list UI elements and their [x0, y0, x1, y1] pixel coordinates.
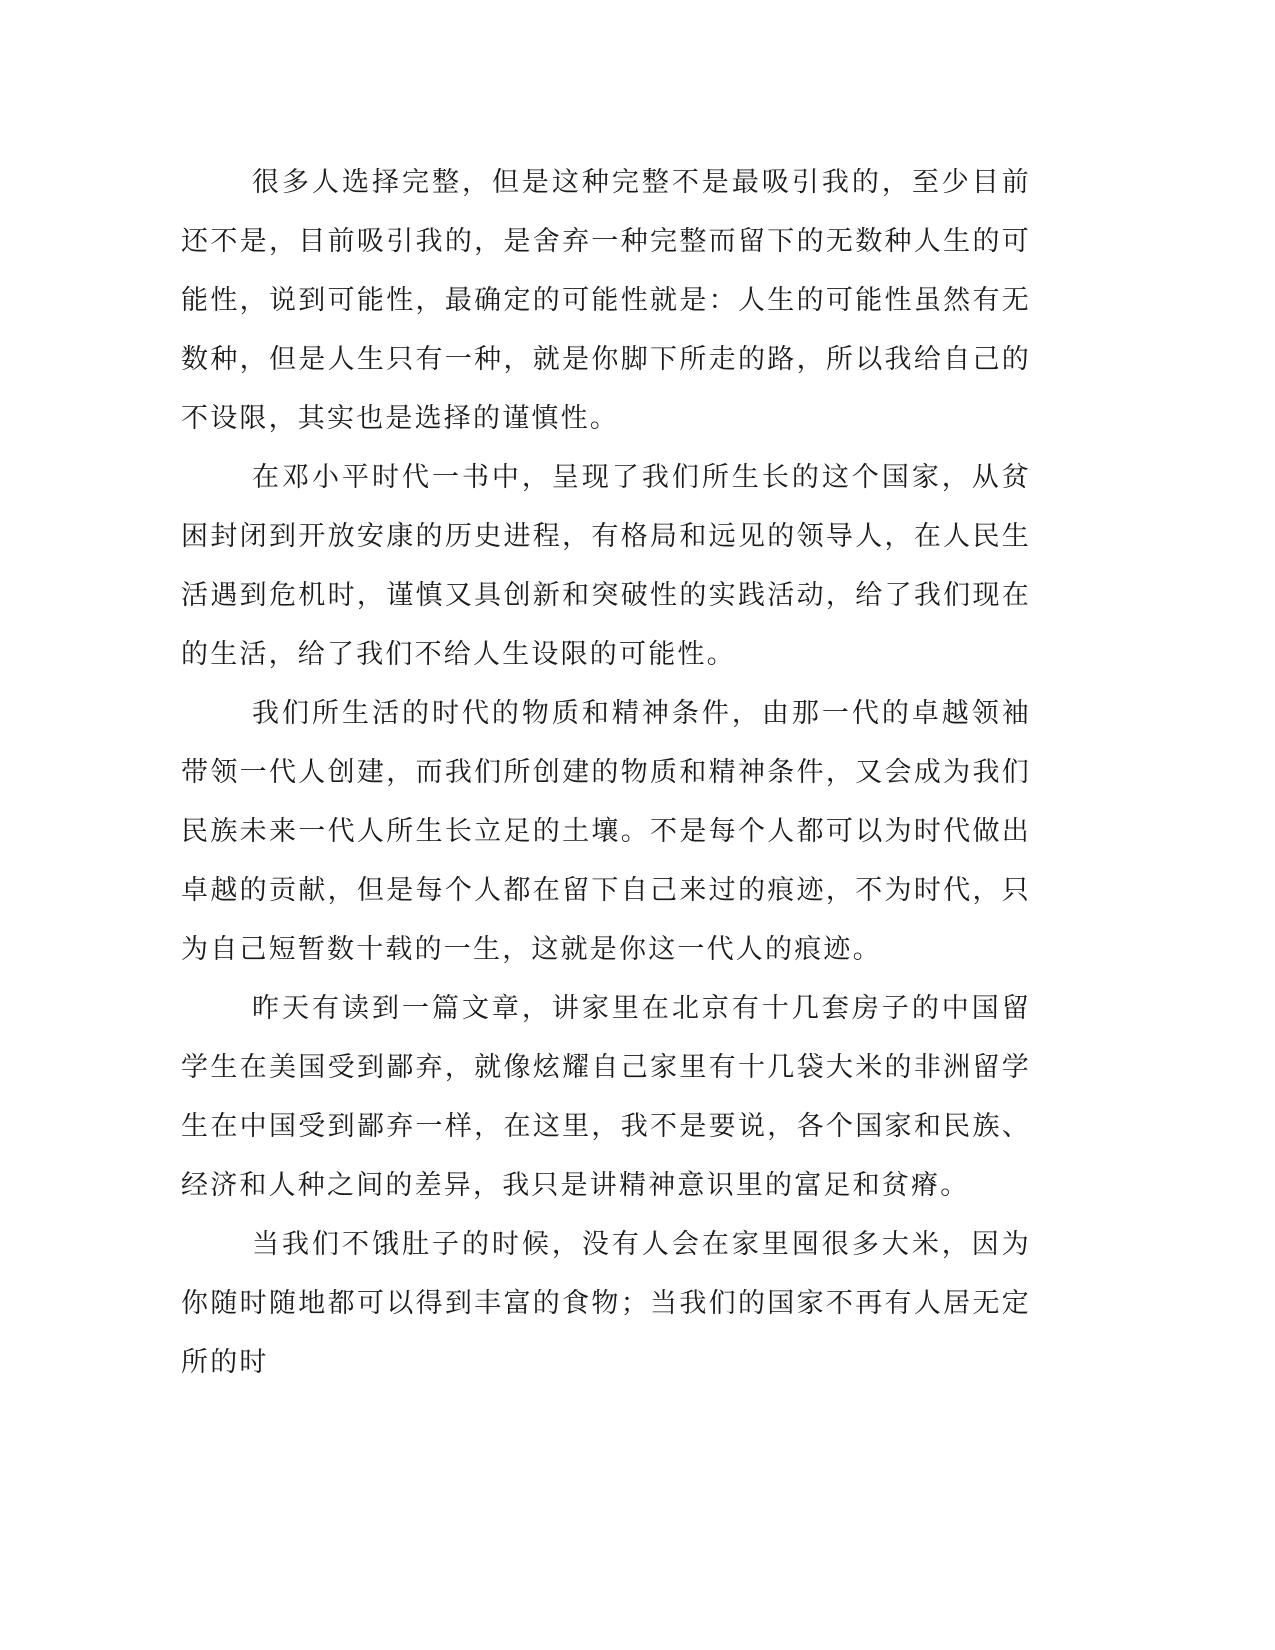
document-body: [181, 153, 1031, 1392]
paragraph-1: 很多人选择完整，但是这种完整不是最吸引我的，至少目前还不是，目前吸引我的，是舍弃一种完整而留下的无数种人生的可能性，说到可能性，最确定的可能性就是：人生的可能性虽然有无数种，但是人生只有一种，就是你脚下所走的路，所以我给自己的不设限，其实也是选择的谨慎性。: [181, 167, 1031, 434]
paragraph-2: 在邓小平时代一书中，呈现了我们所生长的这个国家，从贫困封闭到开放安康的历史进程，有格局和远见的领导人，在人民生活遇到危机时，谨慎又具创新和突破性的实践活动，给了我们现在的生活，给了我们不给人生设限的可能性。: [181, 462, 1031, 670]
paragraph-3: 我们所生活的时代的物质和精神条件，由那一代的卓越领袖带领一代人创建，而我们所创建的物质和精神条件，又会成为我们民族未来一代人所生长立足的土壤。不是每个人都可以为时代做出卓越的贡献，但是每个人都在留下自己来过的痕迹，不为时代，只为自己短暂数十载的一生，这就是你这一代人的痕迹。: [181, 698, 1031, 965]
paragraph-5: 当我们不饿肚子的时候，没有人会在家里囤很多大米，因为你随时随地都可以得到丰富的食物；当我们的国家不再有人居无定所的时: [181, 1229, 1031, 1378]
paragraph-4: 昨天有读到一篇文章，讲家里在北京有十几套房子的中国留学生在美国受到鄙弃，就像炫耀自己家里有十几袋大米的非洲留学生在中国受到鄙弃一样，在这里，我不是要说，各个国家和民族、经济和人种之间的差异，我只是讲精神意识里的富足和贫瘠。: [181, 993, 1031, 1201]
